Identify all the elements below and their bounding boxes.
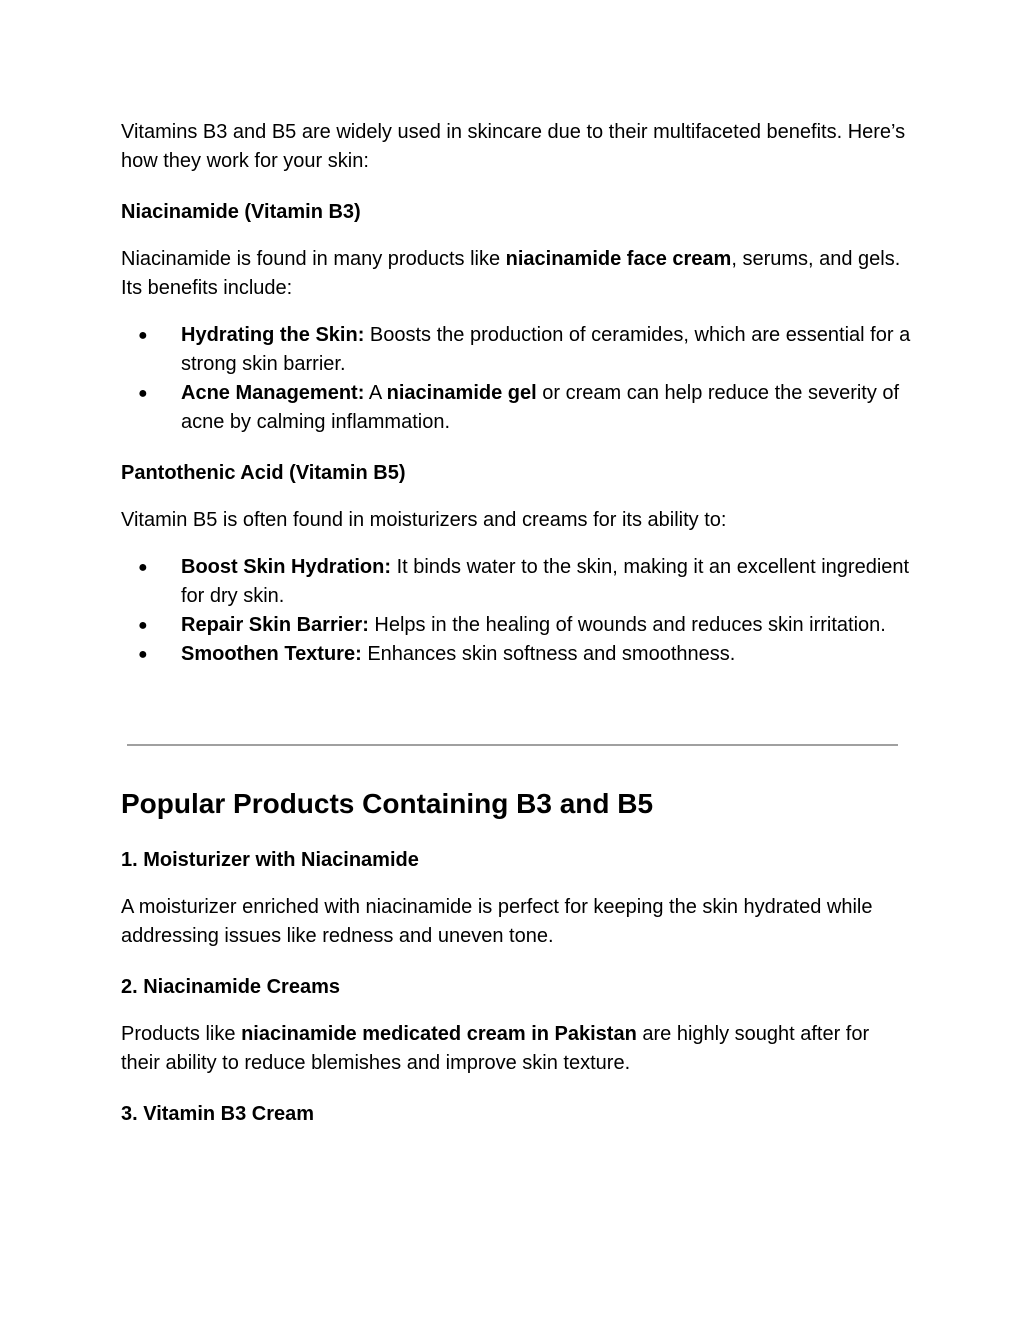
pantothenic-paragraph: Vitamin B5 is often found in moisturizers and creams for its ability to: (121, 509, 727, 531)
list-item (121, 379, 911, 437)
niacinamide-para-pre: Niacinamide is found in many products like (121, 248, 506, 270)
products-list (121, 846, 911, 1129)
list-item-text: Helps in the healing of wounds and reduces skin irritation. (368, 614, 886, 636)
list-item (121, 321, 911, 379)
product-1-paragraph: A moisturizer enriched with niacinamide is perfect for keeping the skin hydrated while addressing issues like redness and uneven tone. (121, 896, 873, 947)
list-item-label: Repair Skin Barrier: (181, 614, 369, 636)
list-item-text-post: or cream can help reduce the severity of acne by calming inflammation. (181, 382, 900, 433)
list-item-text: Boosts the production of ceramides, which are essential for a strong skin barrier. (181, 324, 911, 375)
product-2-para-bold: niacinamide medicated cream in Pakistan (241, 1023, 637, 1045)
pantothenic-benefits-list (121, 553, 911, 669)
product-3-heading: 3. Vitamin B3 Cream (121, 1103, 315, 1125)
bullet-icon: ● (138, 559, 148, 576)
product-2-heading: 2. Niacinamide Creams (121, 976, 340, 998)
niacinamide-para-bold: niacinamide face cream (505, 248, 732, 270)
list-item-label: Smoothen Texture: (181, 643, 362, 665)
list-item (121, 553, 911, 611)
niacinamide-heading: Niacinamide (Vitamin B3) (121, 201, 361, 223)
list-item-label: Hydrating the Skin: (181, 324, 365, 346)
horizontal-divider (127, 744, 898, 746)
niacinamide-benefits-list (121, 321, 911, 437)
product-1-heading: 1. Moisturizer with Niacinamide (121, 849, 419, 871)
product-2-para-pre: Products like (121, 1023, 242, 1045)
product-2-para-post: are highly sought after for their ability to reduce blemishes and improve skin texture. (121, 1023, 870, 1074)
bullet-icon: ● (138, 646, 148, 663)
list-item-text: Enhances skin softness and smoothness. (361, 643, 736, 665)
bullet-icon: ● (138, 617, 148, 634)
list-item-text-pre: A (364, 382, 387, 404)
list-item-label: Boost Skin Hydration: (181, 556, 392, 578)
document-page (121, 118, 911, 1125)
list-item-text: It binds water to the skin, making it an excellent ingredient for dry skin. (181, 556, 910, 607)
products-heading: Popular Products Containing B3 and B5 (121, 788, 654, 819)
niacinamide-para-post: , serums, and gels. Its benefits include: (121, 248, 901, 299)
niacinamide-paragraph (121, 245, 911, 303)
intro-paragraph: Vitamins B3 and B5 are widely used in skincare due to their multifaceted benefits. Here’s how they work for your skin: (121, 121, 906, 172)
list-item (121, 611, 911, 640)
bullet-icon: ● (138, 327, 148, 344)
product-2-paragraph (121, 1020, 911, 1078)
list-item-bold-term: niacinamide gel (386, 382, 537, 404)
bullet-icon: ● (138, 385, 148, 402)
list-item (121, 640, 911, 669)
list-item-label: Acne Management: (181, 382, 365, 404)
pantothenic-heading: Pantothenic Acid (Vitamin B5) (121, 462, 406, 484)
